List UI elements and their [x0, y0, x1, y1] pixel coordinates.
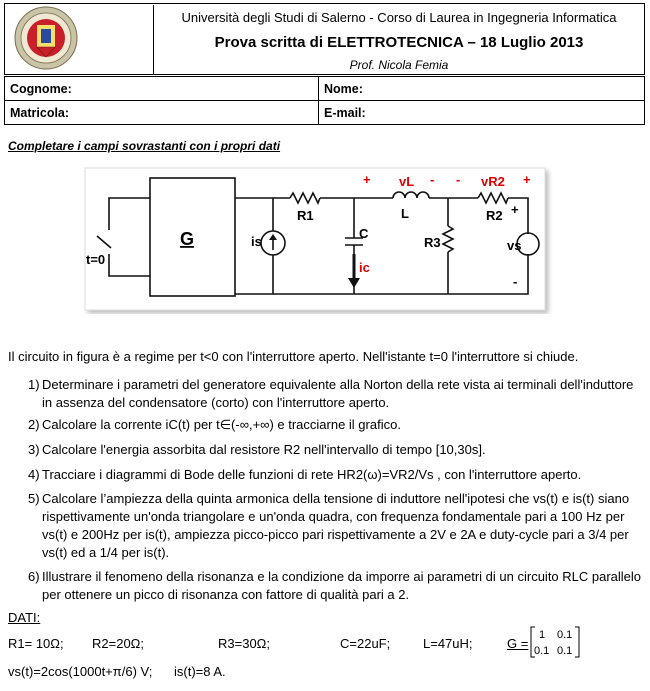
- question-text: Determinare i parametri del generatore equivalente alla Norton della rete vista ai terminali dell'induttore in assenza del condensatore (corto) con l'interruttore aperto.: [42, 377, 634, 410]
- vs-label: vs: [507, 238, 522, 253]
- G-matrix-22: 0.1: [557, 645, 573, 657]
- C-label: C: [359, 226, 369, 241]
- question-text: Illustrare il fenomeno della risonanza e la condizione da imporre ai parametri di un circuito RLC parallelo per ottenere un picco di risonanza con fattore di qualità pari a 2.: [42, 569, 642, 602]
- G-matrix-12: 0.1: [557, 629, 573, 641]
- problem-intro: Il circuito in figura è a regime per t<0 con l'interruttore aperto. Nell'istante t=0 l'interruttore si chiude.: [8, 349, 579, 364]
- question-number: 3): [28, 442, 40, 457]
- dati-R2: R2=20Ω;: [92, 636, 144, 651]
- university-logo: [6, 5, 154, 74]
- question-number: 2): [28, 417, 40, 432]
- university-title: Università degli Studi di Salerno - Corso di Laurea in Ingegneria Informatica: [181, 10, 617, 25]
- vL-minus: -: [430, 172, 435, 187]
- switch-label: t=0: [86, 252, 106, 267]
- L-label: L: [401, 206, 409, 221]
- vL-label: vL: [399, 174, 415, 189]
- question-text: Tracciare i diagrammi di Bode delle funzioni di rete HR2(ω)=VR2/Vs , con l'interruttore aperto.: [42, 467, 582, 482]
- vL-plus: +: [363, 172, 371, 187]
- dati-C: C=22uF;: [340, 636, 391, 651]
- nome-field[interactable]: Nome:: [319, 77, 645, 101]
- question-text: Calcolare l’ampiezza della quinta armonica della tensione di induttore nell'ipotesi che vs(t) e is(t) siano rispettivamente un'onda triangolare e un'onda quadra, con frequenza fondamentale pari a 100 Hz per vs(t) e 200Hz per is(t), ampiezza picco-picco pari rispettivamente a 2V e 2A e duty-cycle pari a 3/4 per vs(t) ed a 1/4 per is(t).: [42, 491, 630, 560]
- matricola-field[interactable]: Matricola:: [5, 101, 319, 125]
- R3-label: R3: [424, 235, 441, 250]
- G-label: G: [180, 229, 195, 249]
- G-matrix-21: 0.1: [534, 645, 550, 657]
- vR2-minus: -: [456, 172, 461, 187]
- header-box: [4, 3, 645, 75]
- question-number: 5): [28, 491, 40, 506]
- R1-label: R1: [297, 208, 314, 223]
- dati-is: is(t)=8 A.: [174, 664, 226, 679]
- question-number: 1): [28, 377, 40, 392]
- instruction-note: Completare i campi sovrastanti con i propri dati: [8, 139, 281, 153]
- dati-vs: vs(t)=2cos(1000t+π/6) V;: [8, 664, 153, 679]
- dati-R3: R3=30Ω;: [218, 636, 270, 651]
- dati-heading: DATI:: [8, 610, 41, 625]
- G-matrix: [529, 625, 581, 659]
- question-text: Calcolare la corrente iC(t) per t∈(-∞,+∞) e tracciarne il grafico.: [42, 417, 401, 432]
- cognome-field[interactable]: Cognome:: [5, 77, 319, 101]
- is-label: is: [251, 234, 262, 249]
- question-number: 6): [28, 569, 40, 584]
- G-matrix-11: 1: [539, 629, 546, 641]
- R2-label: R2: [486, 208, 503, 223]
- dati-L: L=47uH;: [423, 636, 473, 651]
- exam-title: Prova scritta di ELETTROTECNICA – 18 Luglio 2013: [214, 34, 584, 51]
- ic-label: ic: [359, 260, 370, 275]
- vs-minus: -: [513, 274, 518, 289]
- vR2-plus: +: [523, 172, 531, 187]
- dati-R1: R1= 10Ω;: [8, 636, 64, 651]
- vs-plus: +: [511, 202, 519, 217]
- professor-name: Prof. Nicola Femia: [349, 58, 449, 72]
- circuit-diagram: [83, 166, 553, 314]
- question-number: 4): [28, 467, 40, 482]
- vR2-label: vR2: [481, 174, 505, 189]
- student-info-table: [4, 76, 645, 125]
- email-field[interactable]: E-mail:: [319, 101, 645, 125]
- dati-G-label: G =: [507, 636, 529, 651]
- question-text: Calcolare l'energia assorbita dal resistore R2 nell'intervallo di tempo [10,30s].: [42, 442, 486, 457]
